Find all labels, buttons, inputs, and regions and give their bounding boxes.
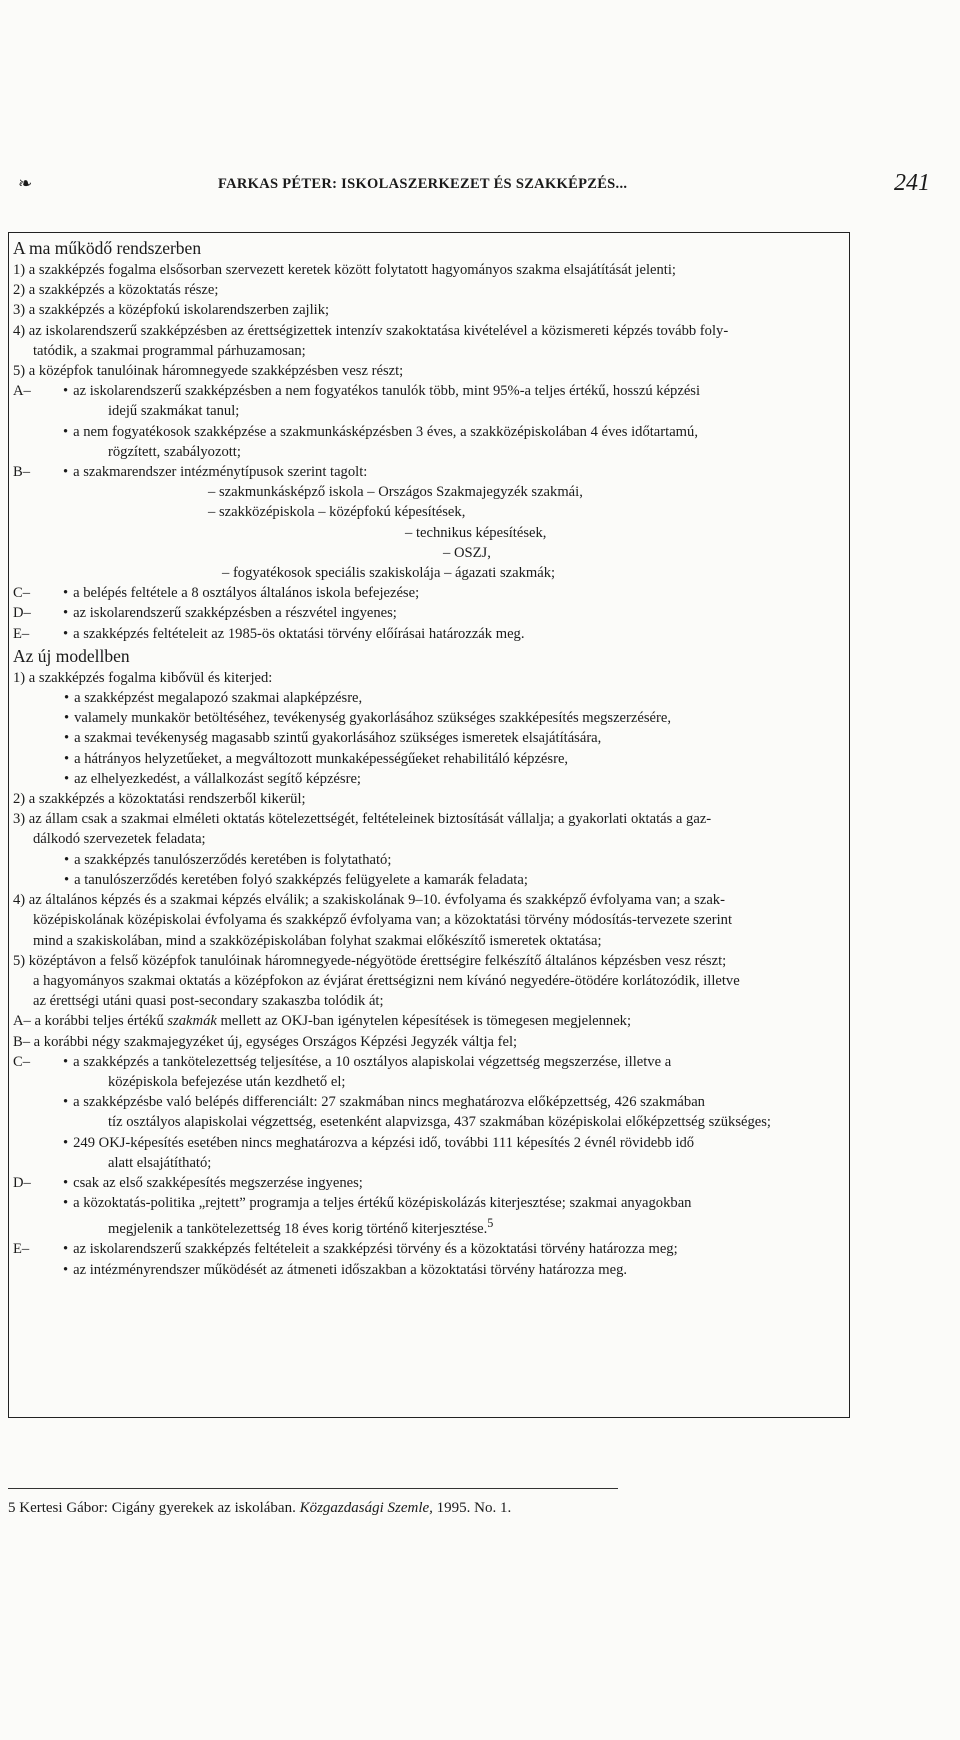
group-label: C– [13, 585, 31, 602]
fleuron-icon: ❧ [18, 174, 33, 193]
footnote [8, 1500, 511, 1517]
group-a-text-post: mellett az OKJ-ban igénytelen képesítések is tömegesen megjelennek; [220, 1013, 632, 1030]
new-point-5b: a hagyományos szakmai oktatás a középfokon az évjárat érettségizni nem kívánó negyedére-ötödére korlátozódik, illetve [33, 972, 740, 989]
group-label: E– [13, 1241, 30, 1258]
group-label: D– [13, 605, 31, 622]
list-item: • a hátrányos helyzetűeket, a megváltozott munkaképességűeket rehabilitáló képzésre, [13, 749, 845, 769]
group-label: C– [13, 1053, 31, 1070]
new-group-c [13, 1052, 845, 1173]
new-point-2: 2) a szakképzés a közoktatási rendszerből kikerül; [13, 791, 306, 808]
footnote-text-pre: 5 Kertesi Gábor: Cigány gyerekek az iskolában. [8, 1500, 296, 1516]
list-item: • csak az első szakképesítés megszerzése ingyenes; [33, 1173, 845, 1193]
current-group-c [13, 583, 845, 603]
group-label: E– [13, 625, 30, 642]
new-group-e [13, 1239, 845, 1279]
group-a-text-pre: A– a korábbi teljes értékű [13, 1013, 164, 1030]
list-item: • 249 OKJ-képesítés esetében nincs meghatározva a képzési idő, további 111 képesítés 2 évnél rövidebb idő [33, 1133, 845, 1153]
list-item: • az elhelyezkedést, a vállalkozást segítő képzésre; [13, 769, 845, 789]
list-item: • az iskolarendszerű szakképzésben a részvétel ingyenes; [33, 603, 845, 623]
group-label: B– [13, 464, 31, 481]
list-item: • a szakképzés feltételeit az 1985-ös oktatási törvény előírásai határozzák meg. [33, 624, 845, 644]
list-item: • a szakmarendszer intézménytípusok szerint tagolt: [33, 462, 845, 482]
footnote-ref: 5 [487, 1216, 494, 1231]
list-item: • a szakképzés a tankötelezettség teljesítése, a 10 osztályos alapiskolai végzettség megszerzése, illetve a [33, 1052, 845, 1072]
list-item: • valamely munkakör betöltéséhez, tevékenység gyakorlásához szükséges szakképesítés megszerzésére, [13, 708, 845, 728]
page-number: 241 [894, 170, 930, 196]
list-item: • a nem fogyatékosok szakképzése a szakmunkásképzésben 3 éves, a szakközépiskolában 4 éves időtartamú, [33, 422, 845, 442]
list-item: • a közoktatás-politika „rejtett” programja a teljes értékű középiskolázás kiterjesztése; szakmai anyagokban [33, 1193, 845, 1213]
sub-item: – fogyatékosok speciális szakiskolája – ágazati szakmák; [222, 565, 556, 582]
list-item: • a szakképzést megalapozó szakmai alapképzésre, [13, 688, 845, 708]
footnote-divider [8, 1488, 618, 1489]
new-point-5c: az érettségi utáni quasi post-secondary szakaszba tolódik át; [33, 993, 384, 1010]
list-item: • az intézményrendszer működését az átmeneti időszakban a közoktatási törvény határozza meg. [33, 1260, 845, 1280]
list-item-cont: tíz osztályos alapiskolai végzettség, esetenként alapvizsga, 437 szakmában középiskolai előképzettség szükséges; [108, 1114, 771, 1131]
group-a-text-italic: szakmák [167, 1013, 217, 1030]
list-item: • a tanulószerződés keretében folyó szakképzés felügyelete a kamarák feladata; [13, 870, 845, 890]
sub-item: – szakközépiskola – középfokú képesítések, [208, 504, 466, 521]
list-item: • a szakmai tevékenység magasabb szintű gyakorlásához szükséges ismeretek elsajátítására, [13, 728, 845, 748]
group-label: D– [13, 1174, 31, 1191]
current-point-5: 5) a középfok tanulóinak háromnegyede szakképzésben vesz részt; [13, 363, 404, 380]
list-item: • az iskolarendszerű szakképzés feltételeit a szakképzési törvény és a közoktatási törvény határozza meg; [33, 1239, 845, 1259]
footnote-text-post: 1995. No. 1. [436, 1500, 512, 1516]
current-group-a [13, 381, 845, 462]
list-item-cont: alatt elsajátítható; [108, 1154, 212, 1171]
list-item: • a szakképzésbe való belépés differenciált: 27 szakmában nincs meghatározva előképzettség, 426 szakmában [33, 1092, 845, 1112]
current-group-d [13, 603, 845, 623]
section-heading-new: Az új modellben [13, 645, 130, 666]
list-item-cont: középiskola befejezése után kezdhető el; [108, 1073, 346, 1090]
new-group-d [13, 1173, 845, 1239]
new-point-4c: mind a szakiskolában, mind a szakközépiskolában folyhat szakmai előkészítő ismeretek oktatása; [33, 932, 602, 949]
new-point-4b: középiskolának középiskolai évfolyama és szakképző évfolyama van; a közoktatási törvény módosítás-tervezete szerint [33, 912, 733, 929]
comparison-box [8, 232, 850, 1418]
new-point-5a: 5) középtávon a felső középfok tanulóinak háromnegyede-négyötöde érettségire felkészítő általános képzésben vesz részt; [13, 952, 727, 969]
new-point-3a: 3) az állam csak a szakmai elméleti oktatás kötelezettségét, feltételeinek biztosítását vállalja; a gyakorlati oktatás a gaz- [13, 811, 712, 828]
list-item-cont: idejű szakmákat tanul; [108, 403, 240, 420]
list-item-text: megjelenik a tankötelezettség 18 éves korig történő kiterjesztése. [108, 1221, 488, 1238]
sub-item: – OSZJ, [443, 544, 491, 561]
current-group-b [13, 462, 845, 583]
list-item: • az iskolarendszerű szakképzésben a nem fogyatékos tanulók több, mint 95%-a teljes értékű, hosszú képzési [33, 381, 845, 401]
new-group-b: B– a korábbi négy szakmajegyzéket új, egységes Országos Képzési Jegyzék váltja fel; [13, 1033, 518, 1050]
new-point-4a: 4) az általános képzés és a szakmai képzés elválik; a szakiskolának 9–10. évfolyama és szakképző évfolyama van; a szak- [13, 892, 725, 909]
new-point-3b: dálkodó szervezetek feladata; [33, 831, 206, 848]
list-item: • a belépés feltétele a 8 osztályos általános iskola befejezése; [33, 583, 845, 603]
group-label: A– [13, 383, 31, 400]
current-point-1: 1) a szakképzés fogalma elsősorban szervezett keretek között folytatott hagyományos szakma elsajátítását jelenti; [13, 262, 676, 278]
current-point-4a: 4) az iskolarendszerű szakképzésben az érettségizettek intenzív szakoktatása kivételével a közismereti képzés tovább foly- [13, 322, 729, 339]
running-header [18, 172, 938, 202]
current-point-4b: tatódik, a szakmai programmal párhuzamosan; [33, 342, 306, 359]
list-item: • a szakképzés tanulószerződés keretében is folytatható; [13, 850, 845, 870]
current-group-e [13, 624, 845, 644]
list-item-cont: rögzített, szabályozott; [108, 443, 241, 460]
current-point-3: 3) a szakképzés a középfokú iskolarendszerben zajlik; [13, 302, 330, 319]
sub-item: – szakmunkásképző iskola – Országos Szakmajegyzék szakmái, [208, 484, 583, 501]
list-item-cont [33, 1213, 845, 1239]
section-heading-current: A ma működő rendszerben [13, 238, 202, 258]
new-point-1: 1) a szakképzés fogalma kibővül és kiterjed: [13, 669, 273, 686]
new-group-a [13, 1011, 845, 1031]
current-point-2: 2) a szakképzés a közoktatás része; [13, 282, 219, 299]
sub-item: – technikus képesítések, [405, 524, 547, 541]
running-head-title: FARKAS PÉTER: ISKOLASZERKEZET ÉS SZAKKÉPZÉS... [218, 176, 628, 192]
footnote-journal: Közgazdasági Szemle, [299, 1500, 433, 1516]
